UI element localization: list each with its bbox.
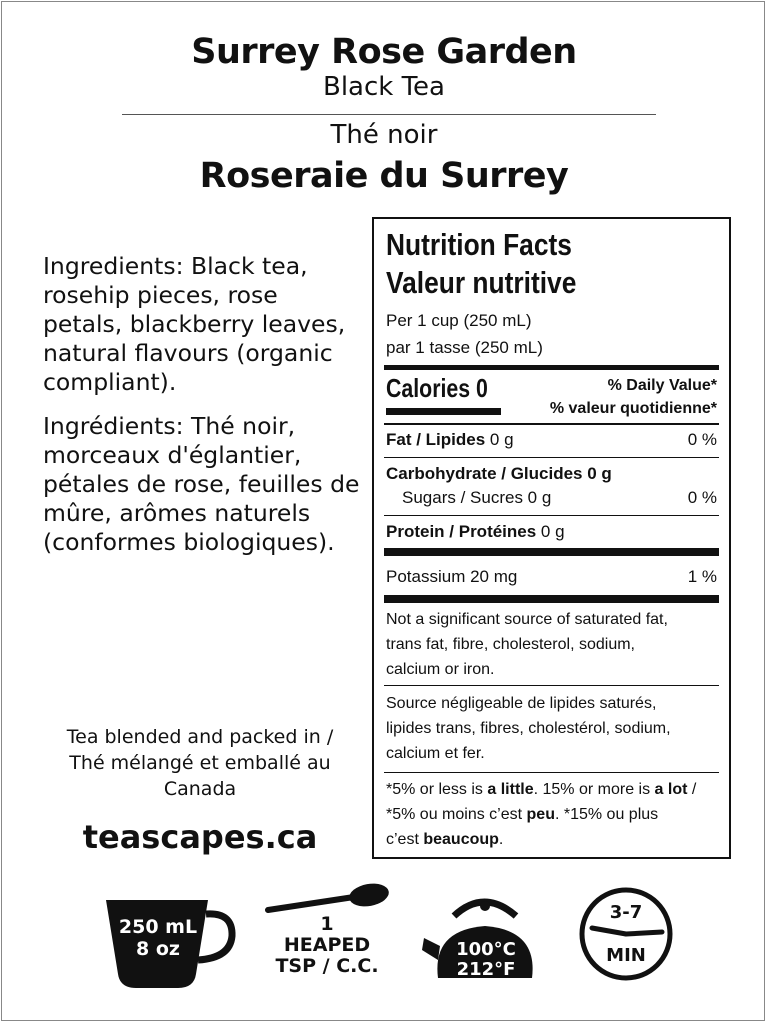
footnote-line [386, 802, 716, 827]
protein-row [386, 522, 565, 542]
thick-rule [384, 365, 719, 370]
thick-rule [384, 548, 719, 556]
footnote-text: *5% ou moins c’est [386, 806, 527, 823]
product-type-en: Black Tea [322, 72, 445, 102]
kettle-temperature [438, 940, 534, 980]
cup-volume [98, 916, 218, 960]
thick-rule [384, 595, 719, 603]
website-link[interactable]: teascapes.ca [82, 818, 318, 856]
timer-unit: MIN [606, 945, 646, 966]
carbohydrate-row: Carbohydrate / Glucides 0 g [386, 464, 612, 483]
cup-volume-ml: 250 mL [118, 916, 198, 938]
temperature-fahrenheit: 212°F [456, 959, 516, 980]
calories: Calories 0 [386, 373, 488, 403]
origin-line: Canada [163, 778, 237, 800]
note-line: calcium et fer. [386, 745, 485, 762]
serving-size-en: Per 1 cup (250 mL) [386, 311, 532, 330]
ingredients-en-text: Black tea, rosehip pieces, rose petals, blackberry leaves, natural flavours (organic compliant). [43, 252, 346, 396]
footnote-bold: a lot [654, 781, 688, 798]
note-line: trans fat, fibre, cholesterol, sodium, [386, 636, 635, 653]
footnote-bold: peu [526, 806, 555, 823]
spoon-heaped: HEAPED [283, 934, 371, 956]
footnote-text: / [687, 781, 697, 798]
note-line: Source négligeable de lipides saturés, [386, 695, 657, 712]
spoon-amount [262, 914, 392, 977]
protein-value: 0 g [536, 522, 565, 541]
fat-dv: 0 % [687, 430, 717, 449]
footnote-text: *5% or less is [386, 781, 488, 798]
ingredients-fr-text: Thé noir, morceaux d'églantier, pétales de rose, feuilles de mûre, arômes naturels (conformes biologiques). [43, 412, 360, 556]
footnote-text: . 15% or more is [533, 781, 655, 798]
fat-label: Fat / Lipides [386, 430, 486, 449]
fat-value: 0 g [485, 430, 514, 449]
note-line: calcium or iron. [386, 661, 495, 678]
sugars-dv: 0 % [687, 488, 717, 507]
ingredients-fr-label: Ingrédients: [43, 412, 184, 440]
rule [384, 457, 719, 458]
rule [384, 685, 719, 686]
title-divider [122, 114, 656, 115]
fat-row [386, 430, 514, 450]
daily-value-header-fr: % valeur quotidienne* [549, 400, 717, 417]
daily-value-header-en: % Daily Value* [607, 377, 717, 394]
nutrition-facts-table [372, 217, 731, 859]
footnote-line [386, 827, 716, 852]
footnote-text: . *15% ou plus [554, 806, 659, 823]
serving-size-fr: par 1 tasse (250 mL) [386, 338, 543, 357]
rule [384, 423, 719, 425]
origin-line: Tea blended and packed in / [66, 726, 334, 748]
spoon-unit: TSP / C.C. [275, 955, 379, 977]
protein-label: Protein / Protéines [386, 522, 537, 541]
product-name-fr: Roseraie du Surrey [199, 156, 569, 196]
rule [384, 515, 719, 516]
sugars-row: Sugars / Sucres 0 g [402, 488, 552, 507]
timer-icon [578, 884, 678, 984]
footnote-bold: beaucoup [423, 831, 499, 848]
ingredients-en [43, 252, 363, 397]
nutrition-title-fr: Valeur nutritive [386, 265, 577, 300]
spoon-count: 1 [320, 913, 334, 935]
note-en [386, 607, 716, 682]
ingredients-fr [43, 412, 363, 557]
footnote-text: . [498, 831, 504, 848]
cup-volume-oz: 8 oz [136, 938, 180, 960]
origin-statement [30, 724, 370, 802]
footnote-line [386, 777, 716, 802]
ingredients-en-label: Ingredients: [43, 252, 184, 280]
footnote [386, 777, 716, 852]
origin-line: Thé mélangé et emballé au [69, 752, 331, 774]
rule [384, 772, 719, 773]
potassium-dv: 1 % [687, 567, 717, 586]
note-line: lipides trans, fibres, cholestérol, sodium, [386, 720, 671, 737]
footnote-text: c’est [386, 831, 424, 848]
nutrition-title-en: Nutrition Facts [386, 227, 572, 262]
note-line: Not a significant source of saturated fat, [386, 611, 668, 628]
footnote-bold: a little [487, 781, 534, 798]
potassium-row: Potassium 20 mg [386, 567, 518, 586]
timer-range: 3-7 [609, 902, 643, 923]
temperature-celsius: 100°C [456, 939, 516, 960]
note-fr [386, 691, 716, 766]
calories-underline [386, 408, 501, 415]
product-type-fr: Thé noir [330, 120, 438, 150]
product-name-en: Surrey Rose Garden [191, 32, 577, 72]
